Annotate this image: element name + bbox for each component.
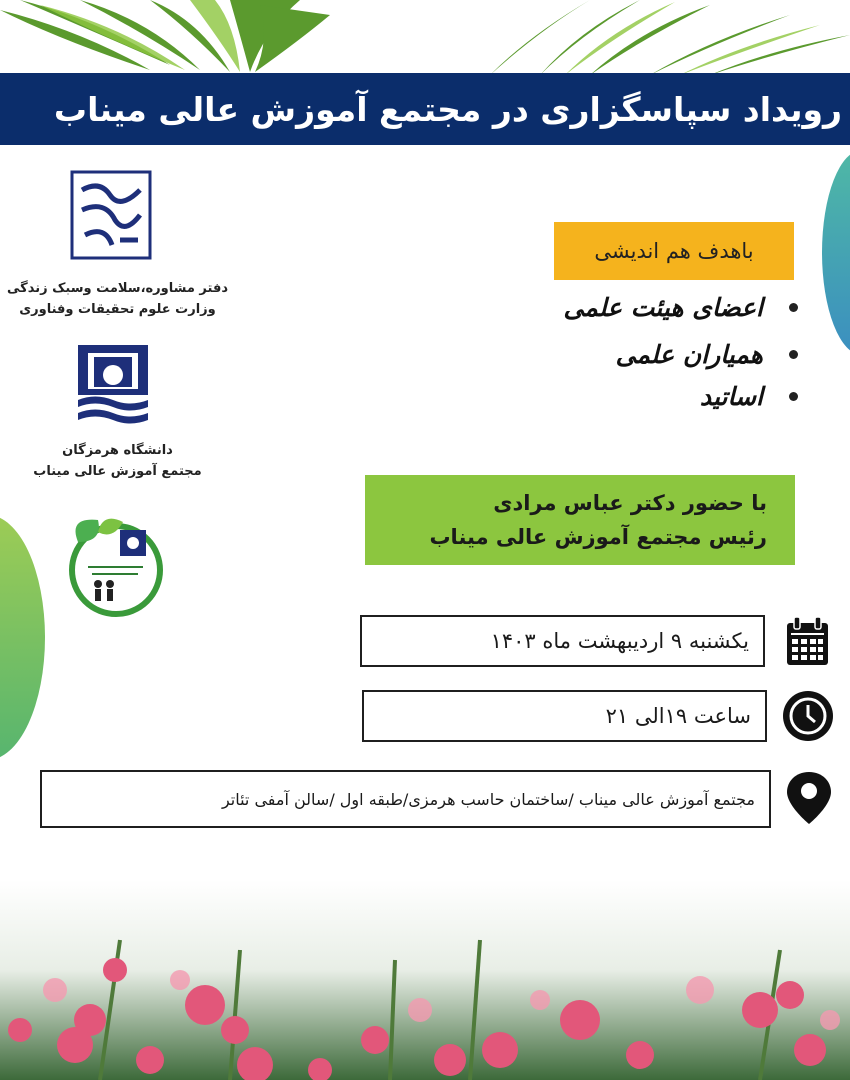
caption-line: دفتر مشاوره،سلامت وسبک زندگی <box>6 281 229 296</box>
list-item <box>616 340 798 369</box>
presence-line: با حضور دکتر عباس مرادی <box>493 491 767 515</box>
aim-label-box <box>554 222 794 280</box>
caption-line: دانشگاه هرمزگان <box>62 443 173 458</box>
event-date: یکشنبه ۹ اردیبهشت ماه ۱۴۰۳ <box>490 629 749 653</box>
bullet-icon <box>789 392 798 401</box>
counseling-center-logo-icon <box>58 512 170 617</box>
time-box <box>362 690 767 742</box>
caption-line: مجتمع آموزش عالی میناب <box>33 464 202 479</box>
event-location: مجتمع آموزش عالی میناب /ساختمان حاسب هرمزی/طبقه اول /سالن آمفی تئاتر <box>221 789 755 809</box>
list-item <box>700 382 798 411</box>
cherry-blossom-decoration <box>0 880 850 1080</box>
presence-line: رئیس مجتمع آموزش عالی میناب <box>429 525 767 549</box>
list-item <box>564 293 798 322</box>
date-box <box>360 615 765 667</box>
page-title: رویداد سپاسگزاری در مجتمع آموزش عالی میناب <box>53 89 842 129</box>
university-logo-caption <box>5 440 230 482</box>
bullet-icon <box>789 350 798 359</box>
palm-leaves-decoration <box>0 0 330 75</box>
ministry-logo-icon <box>70 170 152 260</box>
decorative-circle <box>822 150 850 355</box>
university-logo-icon <box>78 345 148 427</box>
calendar-icon <box>785 617 830 667</box>
audience-item: همیاران علمی <box>615 340 763 369</box>
event-time: ساعت ۱۹الی ۲۱ <box>605 704 751 728</box>
clock-icon <box>782 690 834 742</box>
caption-line: وزارت علوم تحقیقات وفناوری <box>19 302 216 317</box>
bullet-icon <box>789 303 798 312</box>
presence-box <box>365 475 795 565</box>
aim-label: باهدف هم اندیشی <box>594 239 754 263</box>
palm-leaves-decoration <box>480 0 850 75</box>
audience-item: اعضای هیئت علمی <box>563 293 763 322</box>
decorative-circle <box>0 515 45 760</box>
location-pin-icon <box>787 772 831 824</box>
audience-item: اساتید <box>699 382 763 411</box>
location-box <box>40 770 771 828</box>
ministry-logo-caption <box>5 278 230 320</box>
title-banner <box>0 73 850 145</box>
